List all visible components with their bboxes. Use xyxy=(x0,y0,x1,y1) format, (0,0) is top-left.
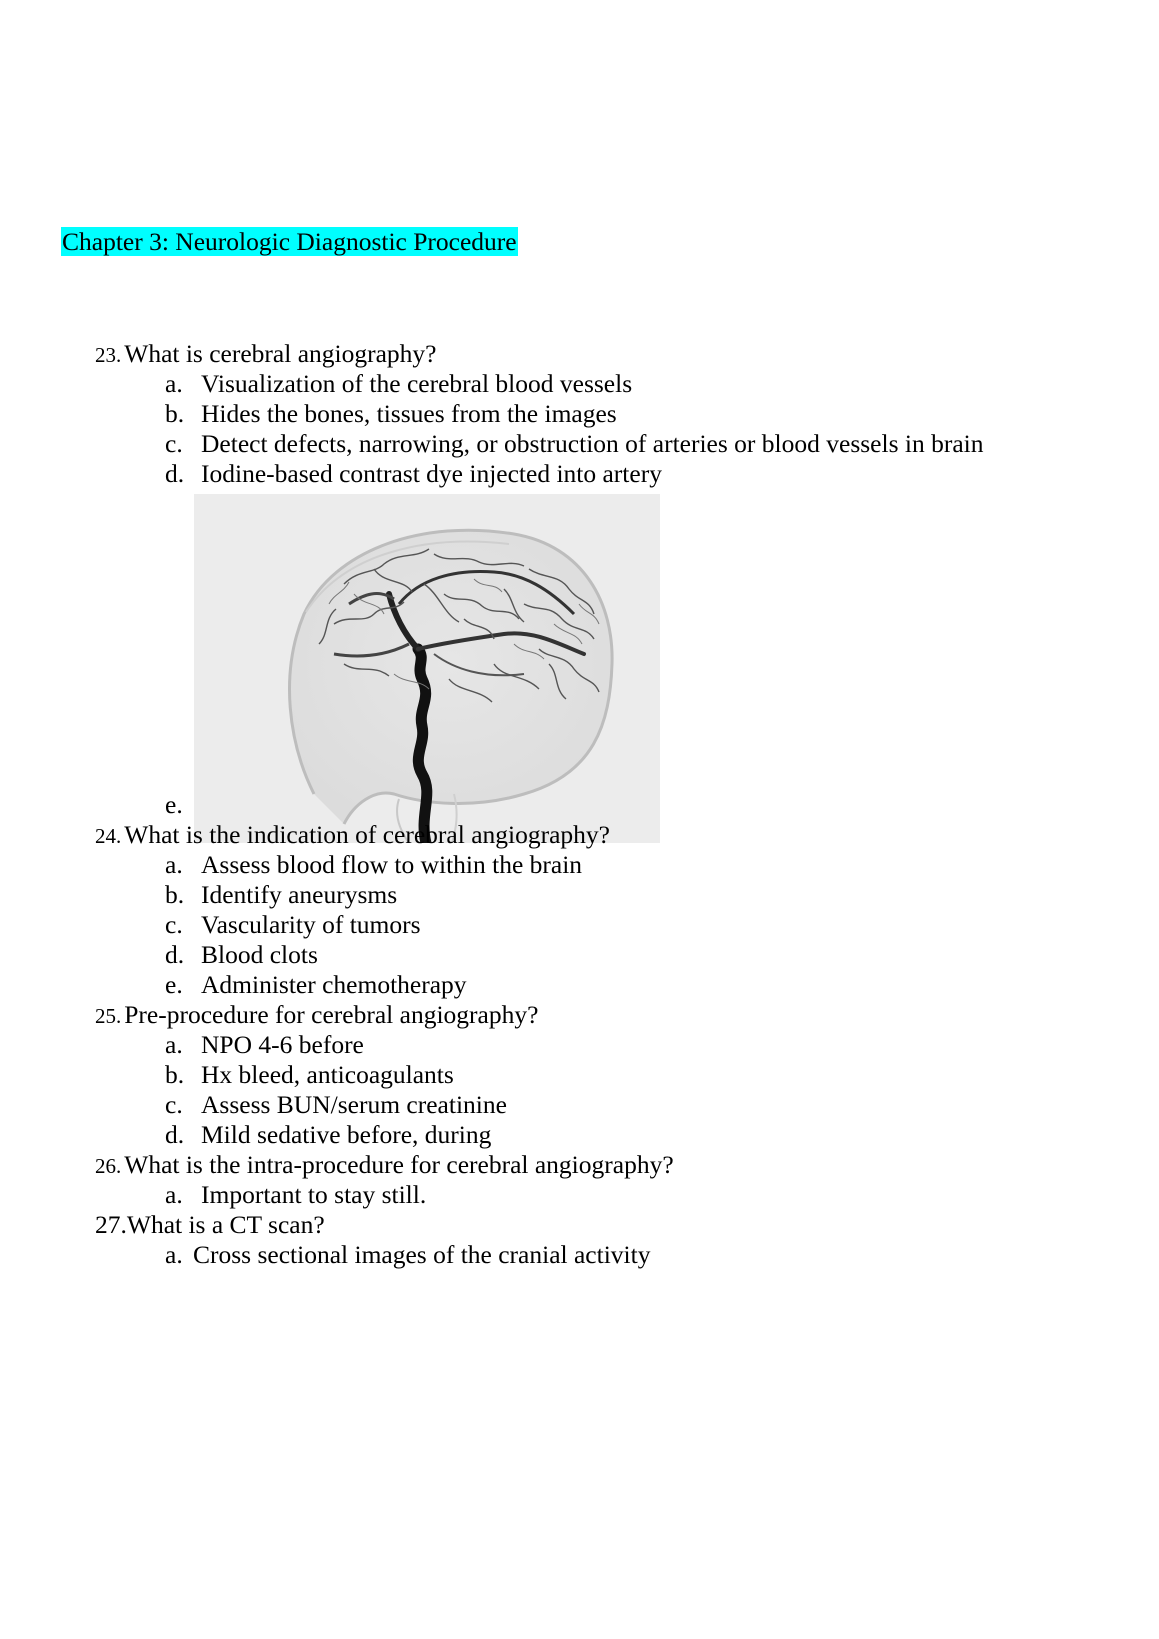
question-text: Pre-procedure for cerebral angiography? xyxy=(124,1000,539,1029)
answer-letter: a. xyxy=(165,1240,183,1269)
question-number: 27. xyxy=(95,1210,127,1239)
answer-24c xyxy=(165,909,421,940)
answer-letter: a. xyxy=(165,1180,183,1209)
answer-24d xyxy=(165,939,318,970)
answer-text: Identify aneurysms xyxy=(201,880,398,909)
answer-text: Blood clots xyxy=(201,940,318,969)
question-27 xyxy=(95,1209,325,1240)
answer-text: Mild sedative before, during xyxy=(201,1120,492,1149)
answer-23e xyxy=(165,789,201,820)
question-text: What is cerebral angiography? xyxy=(124,339,437,368)
answer-letter: a. xyxy=(165,1030,183,1059)
answer-text: Hides the bones, tissues from the images xyxy=(201,399,617,428)
question-number: 23. xyxy=(95,343,122,367)
answer-letter: b. xyxy=(165,399,185,428)
answer-letter: a. xyxy=(165,850,183,879)
answer-text: Assess BUN/serum creatinine xyxy=(201,1090,507,1119)
answer-letter: d. xyxy=(165,459,185,488)
answer-text: Cross sectional images of the cranial activity xyxy=(193,1240,651,1269)
answer-letter: d. xyxy=(165,1120,185,1149)
question-number: 26. xyxy=(95,1154,122,1178)
answer-letter: c. xyxy=(165,429,183,458)
question-26 xyxy=(95,1149,674,1182)
answer-letter: e. xyxy=(165,970,183,999)
question-23 xyxy=(95,338,436,371)
answer-text: Iodine-based contrast dye injected into artery xyxy=(201,459,662,488)
question-text: What is a CT scan? xyxy=(126,1210,325,1239)
answer-letter: c. xyxy=(165,1090,183,1119)
answer-24a xyxy=(165,849,582,880)
chapter-title: Chapter 3: Neurologic Diagnostic Procedure xyxy=(62,227,517,256)
answer-23b xyxy=(165,398,617,429)
question-number: 24. xyxy=(95,824,122,848)
cerebral-angiogram-image xyxy=(194,494,660,843)
answer-letter: d. xyxy=(165,940,185,969)
answer-text: Important to stay still. xyxy=(201,1180,427,1209)
answer-23d xyxy=(165,458,662,489)
chapter-heading xyxy=(61,225,518,259)
answer-23a xyxy=(165,368,632,399)
answer-text: Assess blood flow to within the brain xyxy=(201,850,583,879)
question-text: What is the intra-procedure for cerebral angiography? xyxy=(124,1150,674,1179)
answer-25b xyxy=(165,1059,454,1090)
question-24 xyxy=(95,819,610,852)
question-25 xyxy=(95,999,538,1032)
question-number: 25. xyxy=(95,1004,122,1028)
answer-text: Vascularity of tumors xyxy=(201,910,421,939)
answer-25c xyxy=(165,1089,507,1120)
answer-23c xyxy=(165,428,983,459)
answer-text: Visualization of the cerebral blood vessels xyxy=(201,369,633,398)
answer-letter: b. xyxy=(165,880,185,909)
answer-text: Administer chemotherapy xyxy=(201,970,467,999)
answer-26a xyxy=(165,1179,426,1210)
answer-text: Detect defects, narrowing, or obstruction of arteries or blood vessels in brain xyxy=(201,429,984,458)
answer-text: Hx bleed, anticoagulants xyxy=(201,1060,454,1089)
answer-text: NPO 4-6 before xyxy=(201,1030,364,1059)
answer-24e xyxy=(165,969,467,1000)
answer-27a xyxy=(165,1239,650,1270)
answer-letter: c. xyxy=(165,910,183,939)
answer-25d xyxy=(165,1119,491,1150)
answer-25a xyxy=(165,1029,364,1060)
angiogram-icon xyxy=(194,494,660,843)
question-text: What is the indication of cerebral angiography? xyxy=(124,820,610,849)
answer-letter: b. xyxy=(165,1060,185,1089)
answer-letter: a. xyxy=(165,369,183,398)
answer-24b xyxy=(165,879,397,910)
answer-letter: e. xyxy=(165,790,183,819)
